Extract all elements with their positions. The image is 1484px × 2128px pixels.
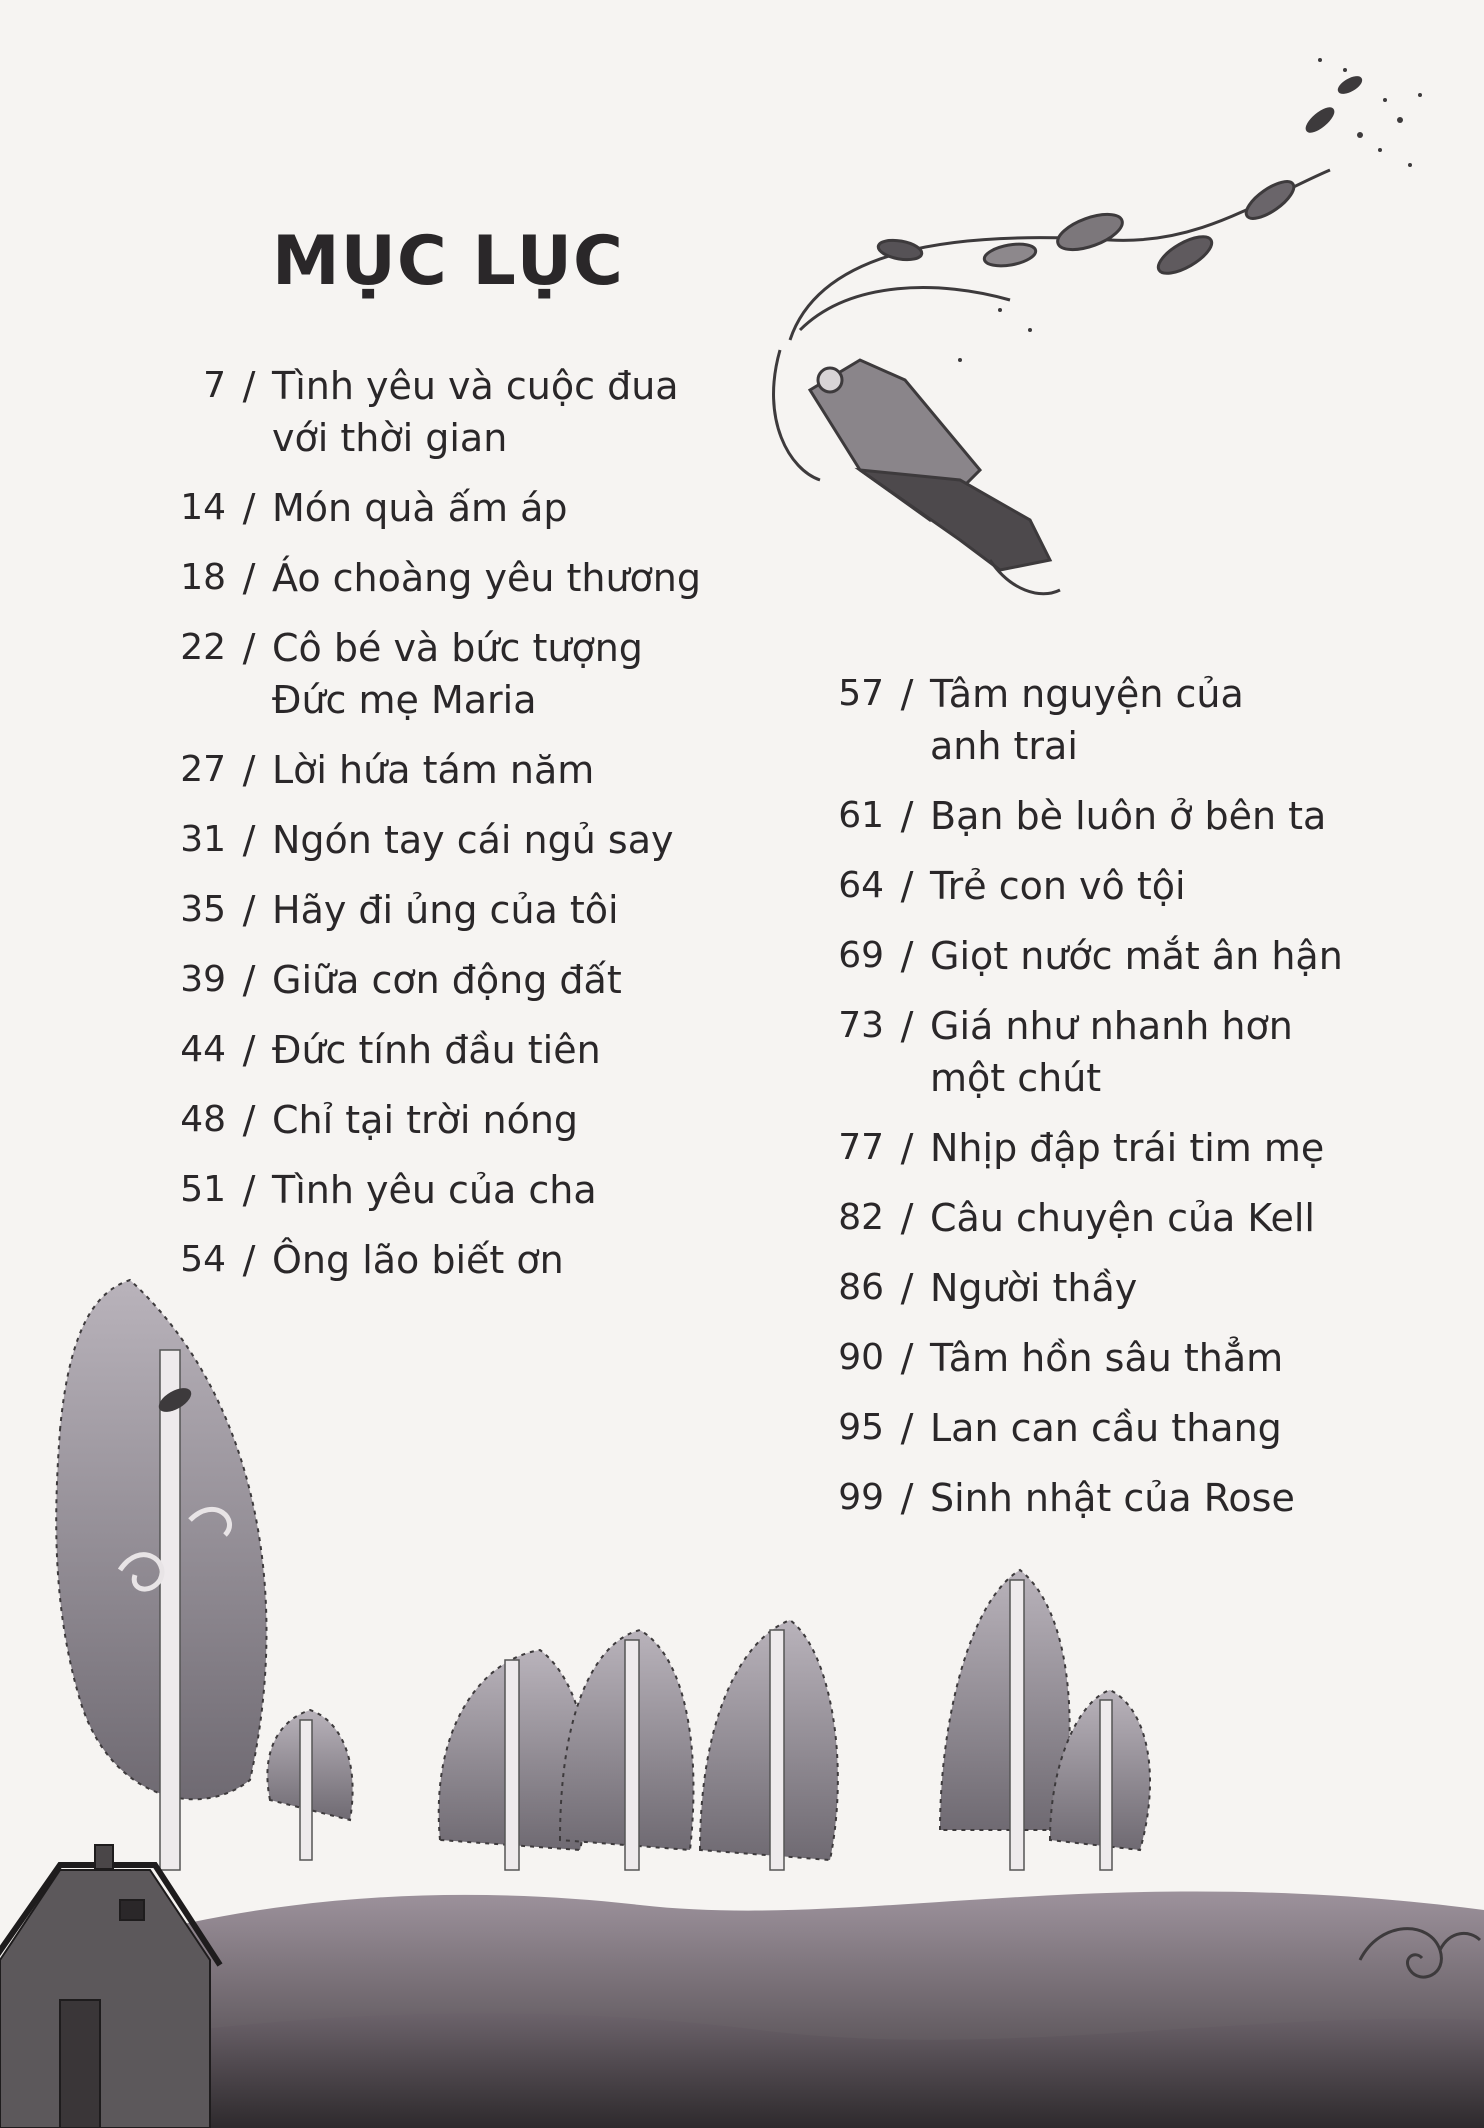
toc-entry[interactable] bbox=[150, 884, 750, 936]
toc-page-number: 14 bbox=[180, 487, 226, 528]
toc-page-number: 95 bbox=[838, 1407, 884, 1448]
toc-separator: / bbox=[900, 794, 914, 838]
toc-separator: / bbox=[242, 1168, 256, 1212]
toc-title: Sinh nhật của Rose bbox=[930, 1476, 1295, 1520]
toc-separator: / bbox=[900, 1336, 914, 1380]
toc-title: Giọt nước mắt ân hận bbox=[930, 934, 1343, 978]
toc-entry[interactable] bbox=[150, 1234, 750, 1286]
toc-page-number: 18 bbox=[180, 557, 226, 598]
toc-title: Lời hứa tám năm bbox=[272, 748, 595, 792]
toc-page-number: 77 bbox=[838, 1127, 884, 1168]
toc-separator: / bbox=[900, 1196, 914, 1240]
toc-separator: / bbox=[900, 1004, 914, 1048]
toc-page-number: 64 bbox=[838, 865, 884, 906]
toc-page-number: 48 bbox=[180, 1099, 226, 1140]
toc-title: Câu chuyện của Kell bbox=[930, 1196, 1315, 1240]
toc-title-line2: Đức mẹ Maria bbox=[272, 678, 537, 722]
toc-title: Bạn bè luôn ở bên ta bbox=[930, 794, 1327, 838]
toc-entry[interactable] bbox=[150, 954, 750, 1006]
toc-separator: / bbox=[900, 1406, 914, 1450]
toc-title-line: Cô bé và bức tượng bbox=[272, 626, 643, 670]
toc-title: Tình yêu của cha bbox=[272, 1168, 597, 1212]
toc-separator: / bbox=[900, 672, 914, 716]
toc-separator: / bbox=[900, 1476, 914, 1520]
toc-entry[interactable] bbox=[150, 814, 750, 866]
toc-entry[interactable] bbox=[808, 1192, 1368, 1244]
toc-title: Chỉ tại trời nóng bbox=[272, 1098, 579, 1142]
toc-separator: / bbox=[242, 626, 256, 670]
toc-separator: / bbox=[242, 1028, 256, 1072]
page-title: MỤC LỤC bbox=[272, 222, 624, 301]
toc-title: Hãy đi ủng của tôi bbox=[272, 888, 619, 932]
rolling-hills bbox=[0, 1892, 1484, 2128]
toc-title bbox=[930, 1000, 1368, 1104]
toc-page-number: 51 bbox=[180, 1169, 226, 1210]
toc-title: Áo choàng yêu thương bbox=[272, 556, 702, 600]
barn-illustration bbox=[0, 1845, 220, 2128]
toc-entry[interactable] bbox=[150, 744, 750, 796]
toc-entry[interactable] bbox=[150, 1024, 750, 1076]
toc-separator: / bbox=[242, 1238, 256, 1282]
toc-separator: / bbox=[242, 748, 256, 792]
toc-title-line2: một chút bbox=[930, 1056, 1102, 1100]
toc-title: Ông lão biết ơn bbox=[272, 1238, 564, 1282]
toc-separator: / bbox=[900, 934, 914, 978]
toc-separator: / bbox=[242, 486, 256, 530]
toc-title-line: Giá như nhanh hơn bbox=[930, 1004, 1293, 1048]
toc-page-number: 27 bbox=[180, 749, 226, 790]
toc-title: Nhịp đập trái tim mẹ bbox=[930, 1126, 1325, 1170]
toc-left-column bbox=[150, 360, 750, 1304]
toc-entry[interactable] bbox=[808, 930, 1368, 982]
toc-title-line: Tâm nguyện của bbox=[930, 672, 1244, 716]
toc-title-line2: với thời gian bbox=[272, 416, 508, 460]
toc-separator: / bbox=[242, 818, 256, 862]
toc-page-number: 61 bbox=[838, 795, 884, 836]
toc-title: Ngón tay cái ngủ say bbox=[272, 818, 674, 862]
sparkle-dots bbox=[958, 58, 1422, 362]
toc-page-number: 54 bbox=[180, 1239, 226, 1280]
toc-separator: / bbox=[900, 1266, 914, 1310]
toc-page-number: 69 bbox=[838, 935, 884, 976]
toc-separator: / bbox=[900, 1126, 914, 1170]
toc-page-number: 39 bbox=[180, 959, 226, 1000]
toc-separator: / bbox=[242, 364, 256, 408]
toc-title bbox=[272, 622, 750, 726]
toc-page-number: 35 bbox=[180, 889, 226, 930]
toc-entry[interactable] bbox=[150, 1094, 750, 1146]
toc-page-number: 57 bbox=[838, 673, 884, 714]
toc-entry[interactable] bbox=[808, 1000, 1368, 1104]
toc-title bbox=[272, 360, 750, 464]
toc-title: Đức tính đầu tiên bbox=[272, 1028, 601, 1072]
toc-page-number: 44 bbox=[180, 1029, 226, 1070]
toc-title-line: Tình yêu và cuộc đua bbox=[272, 364, 679, 408]
toc-page-number: 73 bbox=[838, 1005, 884, 1046]
toc-entry[interactable] bbox=[808, 1332, 1368, 1384]
fairy-illustration bbox=[774, 75, 1363, 594]
toc-separator: / bbox=[900, 864, 914, 908]
toc-entry[interactable] bbox=[808, 1262, 1368, 1314]
toc-entry[interactable] bbox=[808, 1472, 1368, 1524]
toc-page-number: 90 bbox=[838, 1337, 884, 1378]
toc-entry[interactable] bbox=[808, 1122, 1368, 1174]
toc-separator: / bbox=[242, 888, 256, 932]
toc-entry[interactable] bbox=[150, 1164, 750, 1216]
toc-separator: / bbox=[242, 556, 256, 600]
toc-page-number: 99 bbox=[838, 1477, 884, 1518]
toc-title: Tâm hồn sâu thẳm bbox=[930, 1336, 1284, 1380]
tall-tree bbox=[56, 1280, 266, 1870]
toc-page-number: 31 bbox=[180, 819, 226, 860]
toc-separator: / bbox=[242, 958, 256, 1002]
toc-page-number: 86 bbox=[838, 1267, 884, 1308]
toc-title: Người thầy bbox=[930, 1266, 1138, 1310]
toc-entry[interactable] bbox=[808, 790, 1368, 842]
toc-title: Lan can cầu thang bbox=[930, 1406, 1282, 1450]
toc-entry[interactable] bbox=[808, 1402, 1368, 1454]
toc-entry[interactable] bbox=[150, 482, 750, 534]
toc-entry[interactable] bbox=[808, 668, 1368, 772]
toc-entry[interactable] bbox=[150, 552, 750, 604]
toc-title: Trẻ con vô tội bbox=[930, 864, 1186, 908]
toc-page-number: 82 bbox=[838, 1197, 884, 1238]
toc-entry[interactable] bbox=[150, 622, 750, 726]
toc-right-column bbox=[808, 668, 1368, 1542]
toc-title: Giữa cơn động đất bbox=[272, 958, 622, 1002]
toc-title bbox=[930, 668, 1368, 772]
toc-page-number: 7 bbox=[203, 365, 226, 406]
toc-title-line2: anh trai bbox=[930, 724, 1078, 768]
toc-page-number: 22 bbox=[180, 627, 226, 668]
toc-title: Món quà ấm áp bbox=[272, 486, 568, 530]
toc-entry[interactable] bbox=[150, 360, 750, 464]
toc-entry[interactable] bbox=[808, 860, 1368, 912]
toc-separator: / bbox=[242, 1098, 256, 1142]
